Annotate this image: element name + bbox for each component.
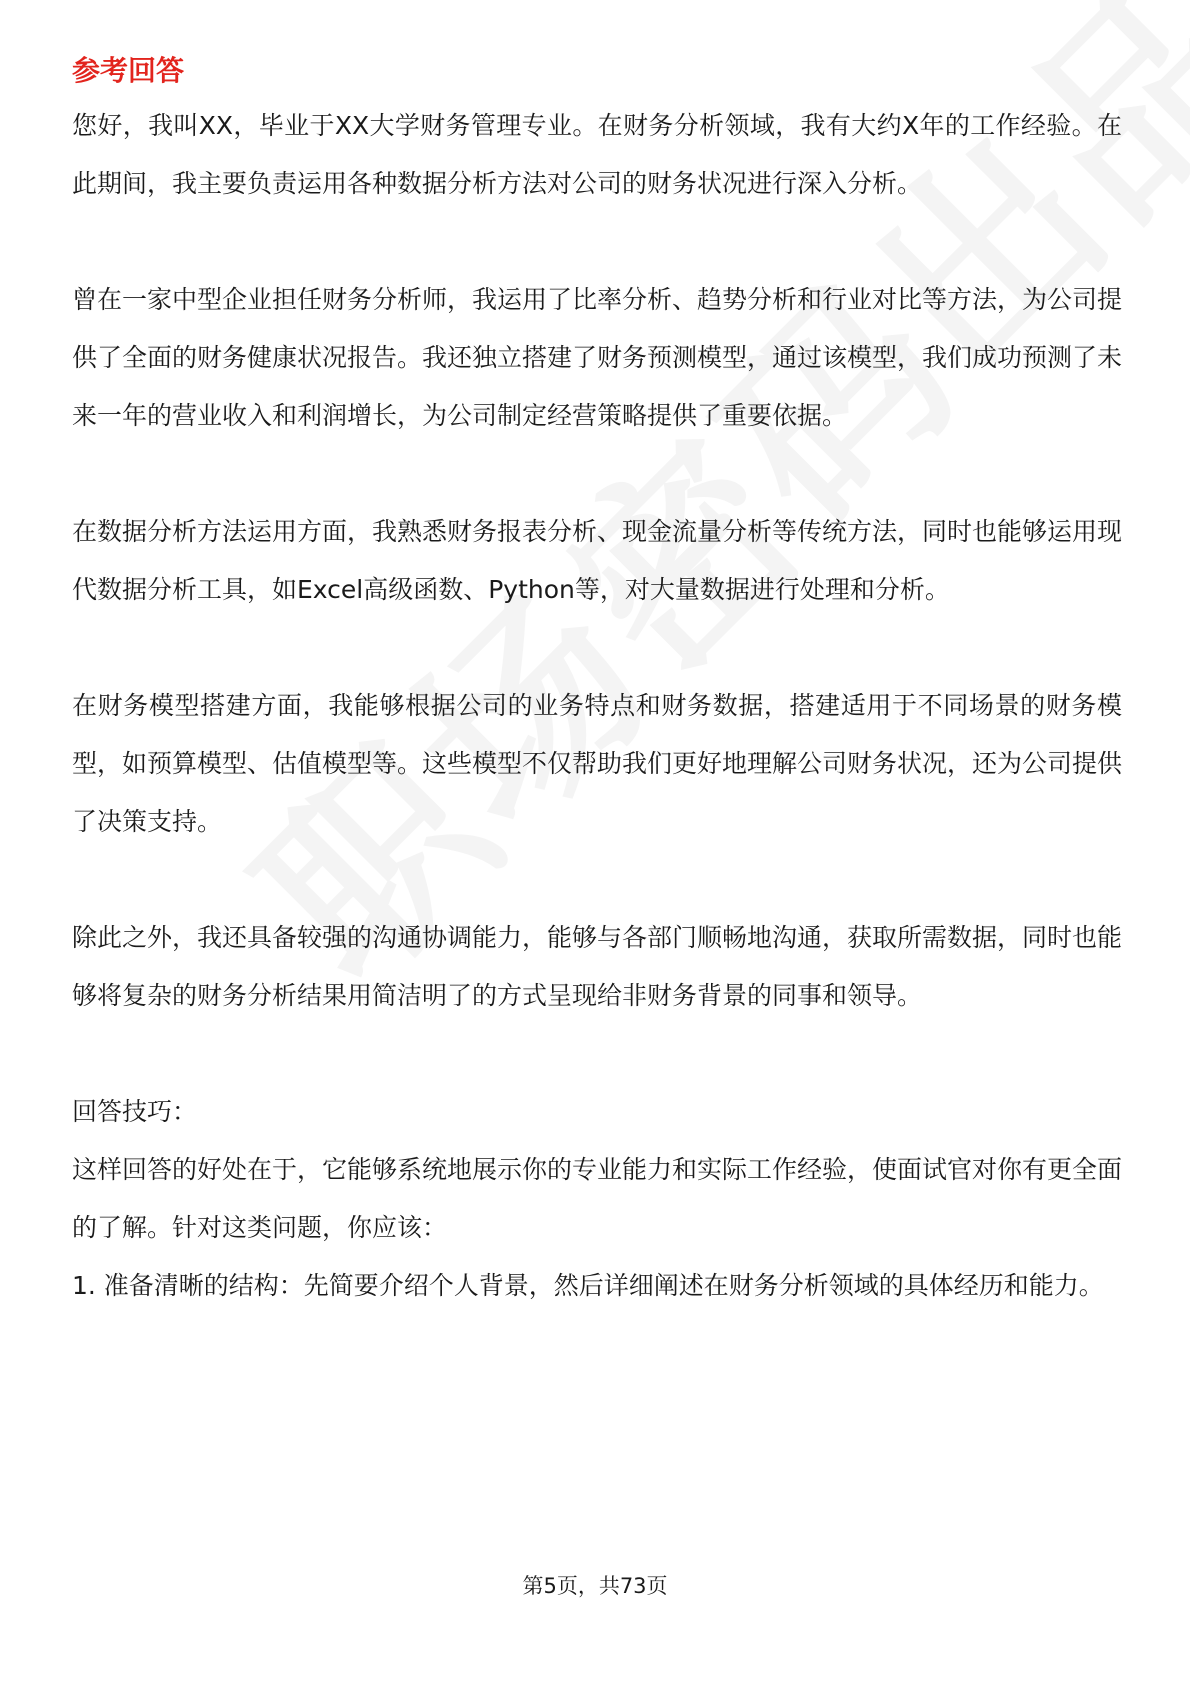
- document-body: [72, 48, 1122, 1315]
- answer-paragraph-5: 除此之外，我还具备较强的沟通协调能力，能够与各部门顺畅地沟通，获取所需数据，同时也能够将复杂的财务分析结果用简洁明了的方式呈现给非财务背景的同事和领导。: [72, 923, 1123, 1010]
- answer-paragraph-2: 曾在一家中型企业担任财务分析师，我运用了比率分析、趋势分析和行业对比等方法，为公司提供了全面的财务健康状况报告。我还独立搭建了财务预测模型，通过该模型，我们成功预测了未来一年的营业收入和利润增长，为公司制定经营策略提供了重要依据。: [72, 285, 1123, 430]
- section-heading: 参考回答: [72, 54, 185, 87]
- tips-item-1: 1. 准备清晰的结构：先简要介绍个人背景，然后详细阐述在财务分析领域的具体经历和能力。: [72, 1271, 1104, 1300]
- tips-title: 回答技巧：: [72, 1097, 198, 1126]
- answer-paragraph-1: 您好，我叫XX，毕业于XX大学财务管理专业。在财务分析领域，我有大约X年的工作经验。在此期间，我主要负责运用各种数据分析方法对公司的财务状况进行深入分析。: [72, 111, 1122, 198]
- answer-paragraph-4: 在财务模型搭建方面，我能够根据公司的业务特点和财务数据，搭建适用于不同场景的财务模型，如预算模型、估值模型等。这些模型不仅帮助我们更好地理解公司财务状况，还为公司提供了决策支持。: [72, 691, 1123, 836]
- page-number: 第5页，共73页: [522, 1574, 668, 1598]
- tips-intro: 这样回答的好处在于，它能够系统地展示你的专业能力和实际工作经验，使面试官对你有更全面的了解。针对这类问题，你应该：: [72, 1155, 1123, 1242]
- answer-paragraph-3: 在数据分析方法运用方面，我熟悉财务报表分析、现金流量分析等传统方法，同时也能够运用现代数据分析工具，如Excel高级函数、Python等，对大量数据进行处理和分析。: [72, 517, 1123, 604]
